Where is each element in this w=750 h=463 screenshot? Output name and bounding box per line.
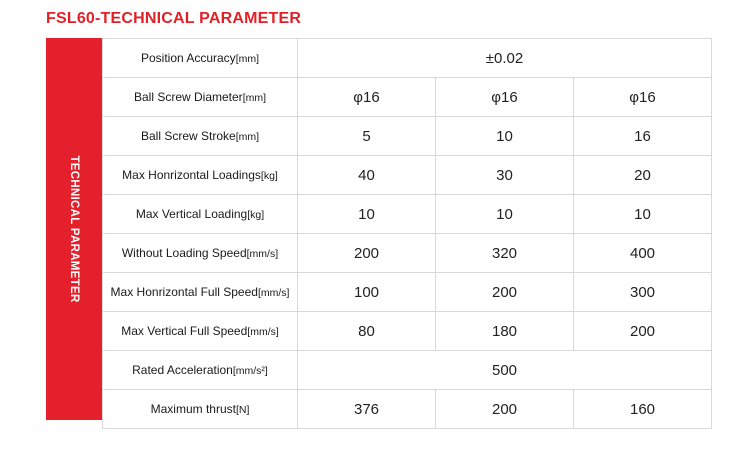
unit-text: [mm/s]: [257, 287, 290, 299]
row-label: [103, 78, 298, 117]
label-text: Without Loading Speed: [121, 246, 247, 260]
label-text: Position Accuracy: [140, 51, 236, 65]
unit-text: [mm/s]: [247, 326, 279, 338]
table-cell: 30: [436, 156, 574, 195]
table-row: [103, 195, 712, 234]
table-cell: 200: [436, 390, 574, 429]
label-text: Ball Screw Diameter: [133, 90, 243, 104]
side-band: [46, 38, 102, 420]
unit-text: [kg]: [247, 209, 265, 221]
unit-text: [N]: [235, 404, 250, 416]
unit-text: [mm]: [242, 92, 267, 104]
row-label: [103, 195, 298, 234]
label-text: Maximum thrust: [150, 402, 236, 416]
label-text: Rated Acceleration: [132, 363, 233, 377]
row-label: [103, 117, 298, 156]
table-cell: 300: [574, 273, 712, 312]
row-label: [103, 390, 298, 429]
label-text: Max Honrizontal Loadings: [122, 168, 261, 182]
table-cell: 160: [574, 390, 712, 429]
table-row: [103, 351, 712, 390]
table-cell: 10: [436, 195, 574, 234]
table-cell: 200: [298, 234, 436, 273]
table-cell: 180: [436, 312, 574, 351]
table-row: [103, 312, 712, 351]
table-cell: 20: [574, 156, 712, 195]
unit-text: [mm/s²]: [232, 365, 268, 377]
table-cell: ±0.02: [298, 39, 712, 78]
row-label: [103, 351, 298, 390]
table-cell: 320: [436, 234, 574, 273]
parameter-table-frame: [46, 38, 711, 420]
table-cell: 16: [574, 117, 712, 156]
table-cell: 376: [298, 390, 436, 429]
table-row: [103, 78, 712, 117]
unit-text: [mm]: [235, 53, 260, 65]
row-label: [103, 312, 298, 351]
row-label: [103, 156, 298, 195]
label-text: Max Vertical Loading: [135, 207, 248, 221]
page-title: FSL60-TECHNICAL PARAMETER: [46, 10, 302, 27]
table-cell: φ16: [436, 78, 574, 117]
parameter-table: [102, 38, 712, 429]
row-label: [103, 39, 298, 78]
table-cell: 40: [298, 156, 436, 195]
row-label: [103, 234, 298, 273]
table-cell: 10: [436, 117, 574, 156]
row-label: [103, 273, 298, 312]
table-cell: φ16: [298, 78, 436, 117]
table-cell: φ16: [574, 78, 712, 117]
table-cell: 80: [298, 312, 436, 351]
table-row: [103, 273, 712, 312]
label-text: Max Honrizontal Full Speed: [110, 285, 258, 299]
table-row: [103, 390, 712, 429]
table-cell: 200: [574, 312, 712, 351]
table-cell: 100: [298, 273, 436, 312]
table-cell: 400: [574, 234, 712, 273]
side-band-label: TECHNICAL PARAMETER: [68, 155, 80, 303]
table-cell: 500: [298, 351, 712, 390]
table-cell: 5: [298, 117, 436, 156]
unit-text: [mm/s]: [246, 248, 279, 260]
unit-text: [kg]: [260, 170, 278, 182]
table-row: [103, 156, 712, 195]
table-row: [103, 39, 712, 78]
table-cell: 10: [298, 195, 436, 234]
unit-text: [mm]: [235, 131, 260, 143]
table-row: [103, 117, 712, 156]
label-text: Max Vertical Full Speed: [121, 324, 248, 338]
table-row: [103, 234, 712, 273]
label-text: Ball Screw Stroke: [140, 129, 236, 143]
table-cell: 200: [436, 273, 574, 312]
table-cell: 10: [574, 195, 712, 234]
